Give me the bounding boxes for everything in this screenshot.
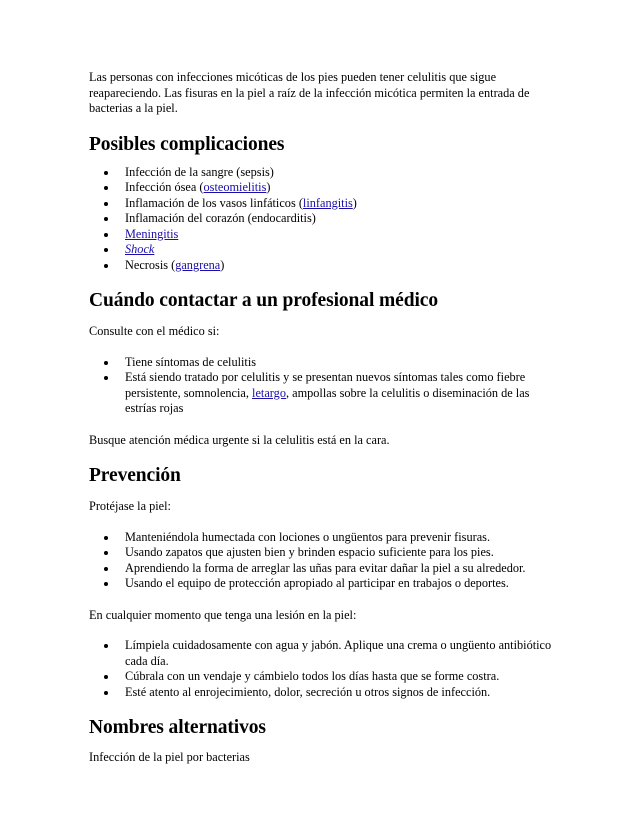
item-text: Manteniéndola humectada con lociones o ungüentos para prevenir fisuras. [125,529,491,544]
item-text: ) [220,257,225,272]
list-item [89,561,559,577]
bullet-icon [104,551,108,555]
intro-paragraph: Las personas con infecciones micóticas de los pies pueden tener celulitis que sigue reapareciendo. Las fisuras en la piel a raíz de la infección micótica permiten la entrada de bacterias a la piel. [89,70,530,115]
list-item [89,227,559,243]
complications-list [89,165,559,274]
list-item [89,545,559,561]
item-text: Está siendo tratado por celulitis y se presentan nuevos síntomas tales como fiebre persistente, somnolencia, [125,370,526,400]
list-item [89,355,559,371]
item-text: Límpiela cuidadosamente con agua y jabón. Aplique una crema o ungüento antibiótico cada día. [125,638,552,668]
shock-link[interactable]: Shock [125,242,155,256]
alt-names-text: Infección de la piel por bacterias [89,750,250,764]
prevention-list [89,530,559,592]
item-text: Inflamación de los vasos linfáticos ( [125,195,303,210]
list-item [89,165,559,181]
item-text: Cúbrala con un vendaje y cámbielo todos los días hasta que se forme costra. [125,669,500,683]
item-text: Inflamación del corazón (endocarditis) [125,211,316,225]
item-text: ) [266,180,271,194]
bullet-icon [104,644,108,648]
meningitis-link[interactable]: Meningitis [125,226,179,241]
bullet-icon [104,675,108,679]
list-item [89,669,559,685]
list-item [89,242,559,258]
item-text: Esté atento al enrojecimiento, dolor, secreción u otros signos de infección. [125,684,491,699]
prevention-intro: Protéjase la piel: [89,499,171,513]
item-text: Necrosis ( [125,257,176,272]
item-text: ) [352,195,357,210]
bullet-icon [104,186,108,190]
item-text: Aprendiendo la forma de arreglar las uñas para evitar dañar la piel a su alrededor. [125,560,526,575]
item-text: Tiene síntomas de celulitis [125,354,257,369]
list-item [89,211,559,227]
letargo-link[interactable]: letargo [252,385,286,400]
list-item [89,196,559,212]
bullet-icon [104,171,108,175]
bullet-icon [104,264,108,268]
linfangitis-link[interactable]: linfangitis [302,195,353,210]
bullet-icon [104,233,108,237]
injury-list [89,638,559,700]
alt-names-heading: Nombres alternativos [89,717,266,738]
bullet-icon [104,582,108,586]
complications-heading: Posibles complicaciones [89,133,285,155]
document-page [89,70,559,766]
bullet-icon [104,536,108,540]
item-text: Infección ósea ( [125,180,204,194]
gangrena-link[interactable]: gangrena [175,257,221,272]
item-text: Infección de la sangre (sepsis) [125,164,274,179]
bullet-icon [104,217,108,221]
bullet-icon [104,567,108,571]
bullet-icon [104,361,108,365]
list-item [89,258,559,274]
list-item [89,180,559,196]
list-item [89,370,559,417]
bullet-icon [104,376,108,380]
contact-intro: Consulte con el médico si: [89,324,220,338]
prevention-heading: Prevención [89,465,181,486]
urgent-paragraph: Busque atención médica urgente si la celulitis está en la cara. [89,432,390,447]
bullet-icon [104,202,108,206]
bullet-icon [104,248,108,252]
bullet-icon [104,691,108,695]
item-text: Usando el equipo de protección apropiado al participar en trabajos o deportes. [125,576,509,590]
injury-intro: En cualquier momento que tenga una lesión en la piel: [89,607,357,622]
item-text: , ampollas sobre la celulitis o diseminación de las estrías rojas [125,385,530,415]
osteomielitis-link[interactable]: osteomielitis [203,180,267,194]
contact-list [89,355,559,417]
list-item [89,638,559,669]
list-item [89,685,559,701]
item-text: Usando zapatos que ajusten bien y brinden espacio suficiente para los pies. [125,545,494,559]
list-item [89,530,559,546]
list-item [89,576,559,592]
contact-heading: Cuándo contactar a un profesional médico [89,290,439,311]
